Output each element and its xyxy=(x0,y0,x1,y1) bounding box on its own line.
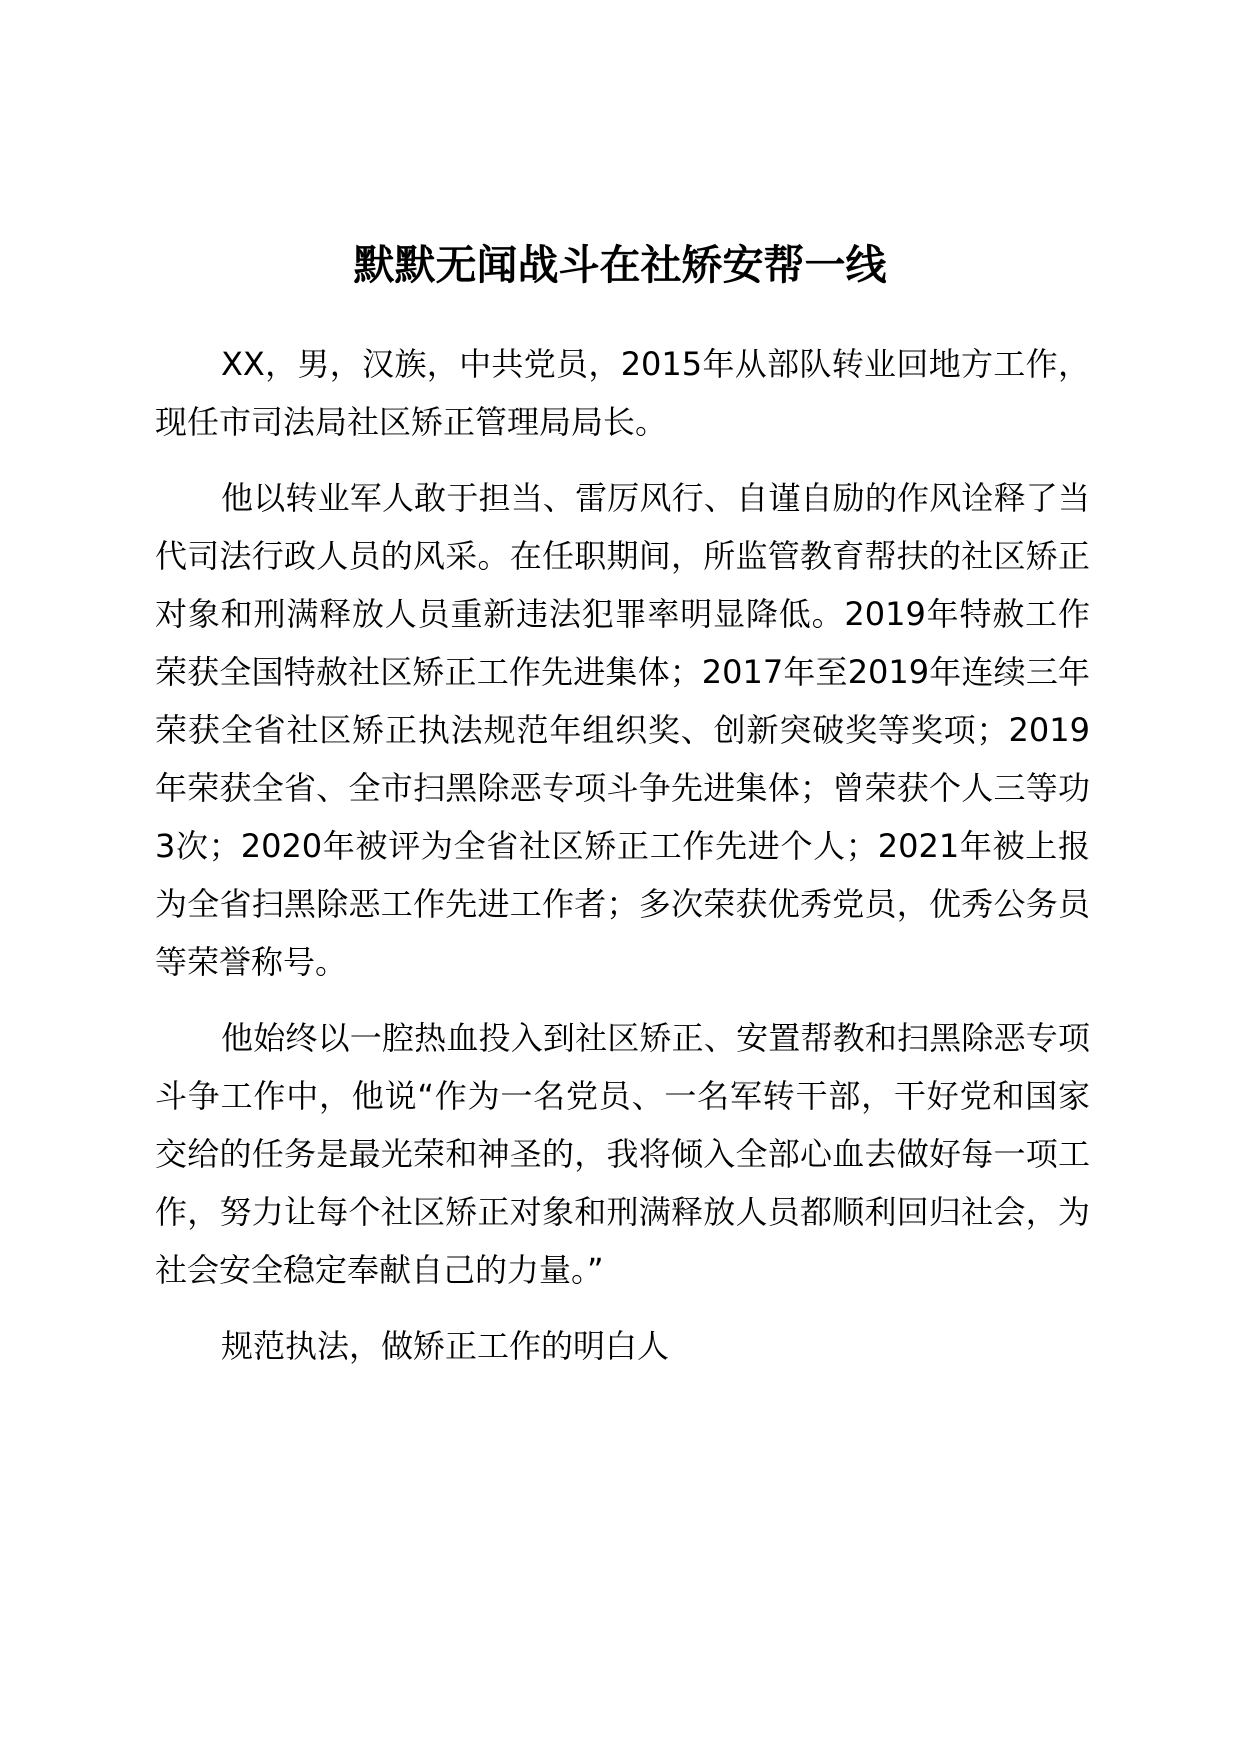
paragraph-quote: 他始终以一腔热血投入到社区矫正、安置帮教和扫黑除恶专项斗争工作中，他说“作为一名党员、一名军转干部，干好党和国家交给的任务是最光荣和神圣的，我将倾入全部心血去做好每一项工作，努力让每个社区矫正对象和刑满释放人员都顺利回归社会，为社会安全稳定奉献自己的力量。” xyxy=(155,1019,1090,1289)
paragraph-achievements: 他以转业军人敢于担当、雷厉风行、自谨自励的作风诠释了当代司法行政人员的风采。在任职期间，所监管教育帮扶的社区矫正对象和刑满释放人员重新违法犯罪率明显降低。2019年特赦工作荣获全国特赦社区矫正工作先进集体；2017年至2019年连续三年荣获全省社区矫正执法规范年组织奖、创新突破奖等奖项；2019年荣获全省、全市扫黑除恶专项斗争先进集体；曾荣获个人三等功3次；2020年被评为全省社区矫正工作先进个人；2021年被上报为全省扫黑除恶工作先进工作者；多次荣获优秀党员，优秀公务员等荣誉称号。 xyxy=(155,479,1090,981)
section-heading: 规范执法，做矫正工作的明白人 xyxy=(221,1327,670,1365)
document-title: 默默无闻战斗在社矫安帮一线 xyxy=(353,241,887,289)
document-body xyxy=(155,335,1090,1393)
paragraph-intro: XX，男，汉族，中共党员，2015年从部队转业回地方工作，现任市司法局社区矫正管理局局长。 xyxy=(155,345,1090,441)
